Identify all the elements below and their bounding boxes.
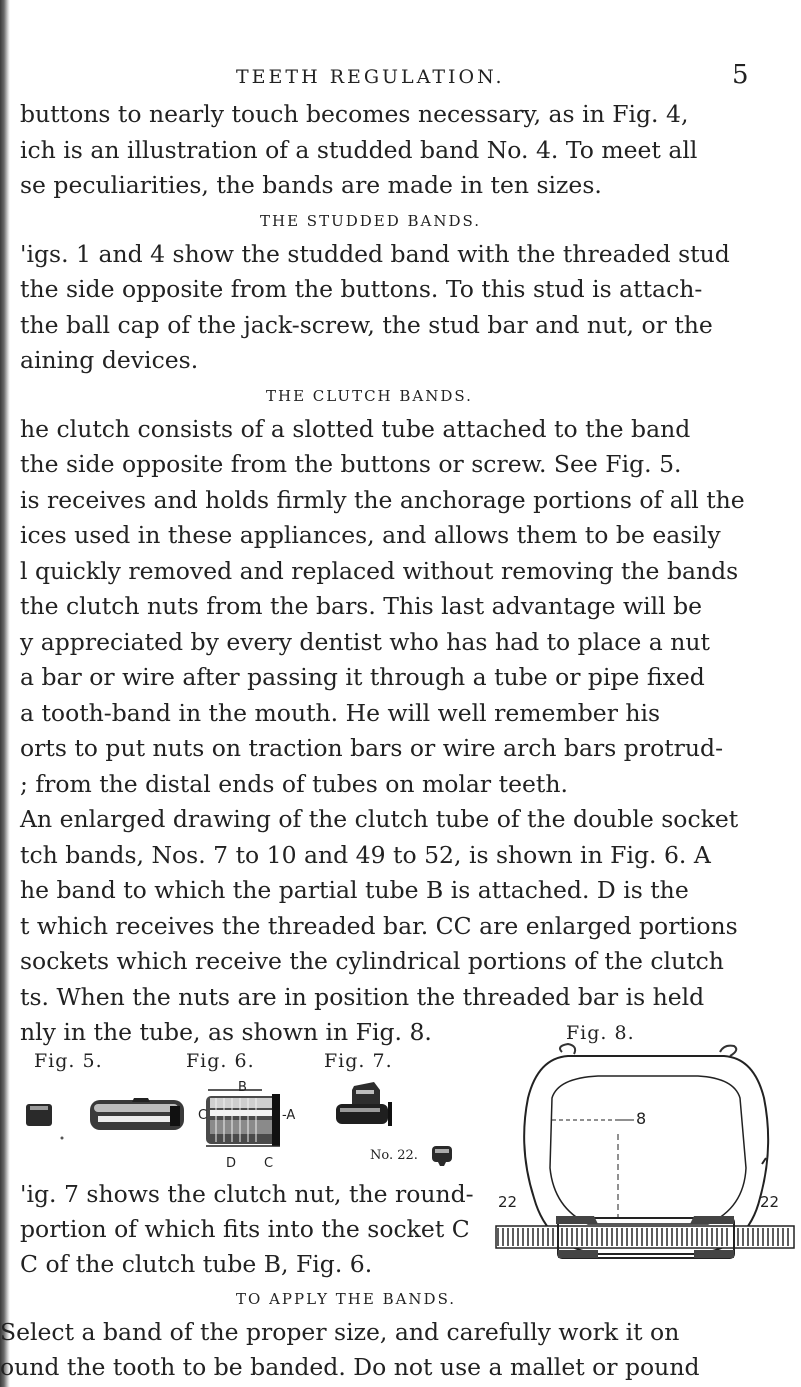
fig6-label: Fig. 6. <box>186 1050 255 1072</box>
body-line: y appreciated by every dentist who has had to place a nut <box>20 628 710 656</box>
fig8-label-8: 8 <box>636 1109 647 1128</box>
fig7-nut-small <box>428 1140 456 1168</box>
fig8-label-22-left: 22 <box>498 1193 518 1211</box>
fig8-label: Fig. 8. <box>566 1022 635 1044</box>
body-line: he clutch consists of a slotted tube attached to the band <box>20 415 691 443</box>
fig6-letter-d: D <box>226 1156 237 1171</box>
body-line: ; from the distal ends of tubes on molar teeth. <box>20 770 568 798</box>
body-line: nly in the tube, as shown in Fig. 8. <box>20 1018 432 1046</box>
running-title: TEETH REGULATION. <box>236 66 505 88</box>
section-heading-studded: THE STUDDED BANDS. <box>260 212 482 230</box>
fig6-letter-a: -A <box>282 1108 296 1123</box>
body-line: ices used in these appliances, and allows them to be easily <box>20 521 721 549</box>
fig6-letter-c: C <box>198 1108 208 1123</box>
body-line: the clutch nuts from the bars. This last advantage will be <box>20 592 703 620</box>
body-line: buttons to nearly touch becomes necessary, as in Fig. 4, <box>20 100 689 128</box>
body-line: ts. When the nuts are in position the threaded bar is held <box>20 983 705 1011</box>
page-number: 5 <box>732 60 749 90</box>
fig7-caption: No. 22. <box>370 1148 418 1163</box>
fig6-letter-b: B <box>238 1080 247 1095</box>
body-line: t which receives the threaded bar. CC are enlarged portions <box>20 912 738 940</box>
body-line: the side opposite from the buttons. To this stud is attach- <box>20 275 703 303</box>
fig5-tube-stub <box>26 1104 52 1126</box>
body-line: Select a band of the proper size, and carefully work it on <box>0 1318 680 1346</box>
binding-shadow <box>0 0 10 1387</box>
section-heading-clutch: THE CLUTCH BANDS. <box>266 387 473 405</box>
body-line: 'igs. 1 and 4 show the studded band with the threaded stud <box>20 240 730 268</box>
fig8-label-22-right: 22 <box>760 1193 780 1211</box>
body-line: C of the clutch tube B, Fig. 6. <box>20 1250 373 1278</box>
fig5-band <box>90 1098 184 1130</box>
running-head <box>0 62 801 92</box>
body-line: se peculiarities, the bands are made in ten sizes. <box>20 171 602 199</box>
body-line: the side opposite from the buttons or screw. See Fig. 5. <box>20 450 682 478</box>
body-line: sockets which receive the cylindrical portions of the clutch <box>20 947 724 975</box>
section-heading-apply: TO APPLY THE BANDS. <box>236 1290 457 1308</box>
body-line: a bar or wire after passing it through a tube or pipe fixed <box>20 663 705 691</box>
fig6-tube <box>206 1094 280 1146</box>
fig7-nut <box>336 1082 392 1126</box>
body-line: ound the tooth to be banded. Do not use a mallet or pound <box>0 1353 700 1381</box>
fig7-label: Fig. 7. <box>324 1050 393 1072</box>
body-line: a tooth-band in the mouth. He will well remember his <box>20 699 661 727</box>
body-line: 'ig. 7 shows the clutch nut, the round- <box>20 1180 474 1208</box>
body-line: aining devices. <box>20 346 199 374</box>
fig7-drawing <box>330 1080 400 1142</box>
fig5-drawing <box>22 1092 192 1142</box>
body-line: the ball cap of the jack-screw, the stud bar and nut, or the <box>20 311 713 339</box>
body-line: orts to put nuts on traction bars or wire arch bars protrud- <box>20 734 724 762</box>
body-line: An enlarged drawing of the clutch tube of the double socket <box>20 805 739 833</box>
body-line: tch bands, Nos. 7 to 10 and 49 to 52, is shown in Fig. 6. A <box>20 841 711 869</box>
body-line: ich is an illustration of a studded band No. 4. To meet all <box>20 136 698 164</box>
body-line: portion of which fits into the socket C <box>20 1215 470 1243</box>
fig8-drawing <box>498 1048 794 1278</box>
body-line: he band to which the partial tube B is attached. D is the <box>20 876 689 904</box>
body-line: is receives and holds firmly the anchorage portions of all the <box>20 486 745 514</box>
body-line: l quickly removed and replaced without removing the bands <box>20 557 739 585</box>
fig5-label: Fig. 5. <box>34 1050 103 1072</box>
fig6-letter-c2: C <box>264 1156 274 1171</box>
